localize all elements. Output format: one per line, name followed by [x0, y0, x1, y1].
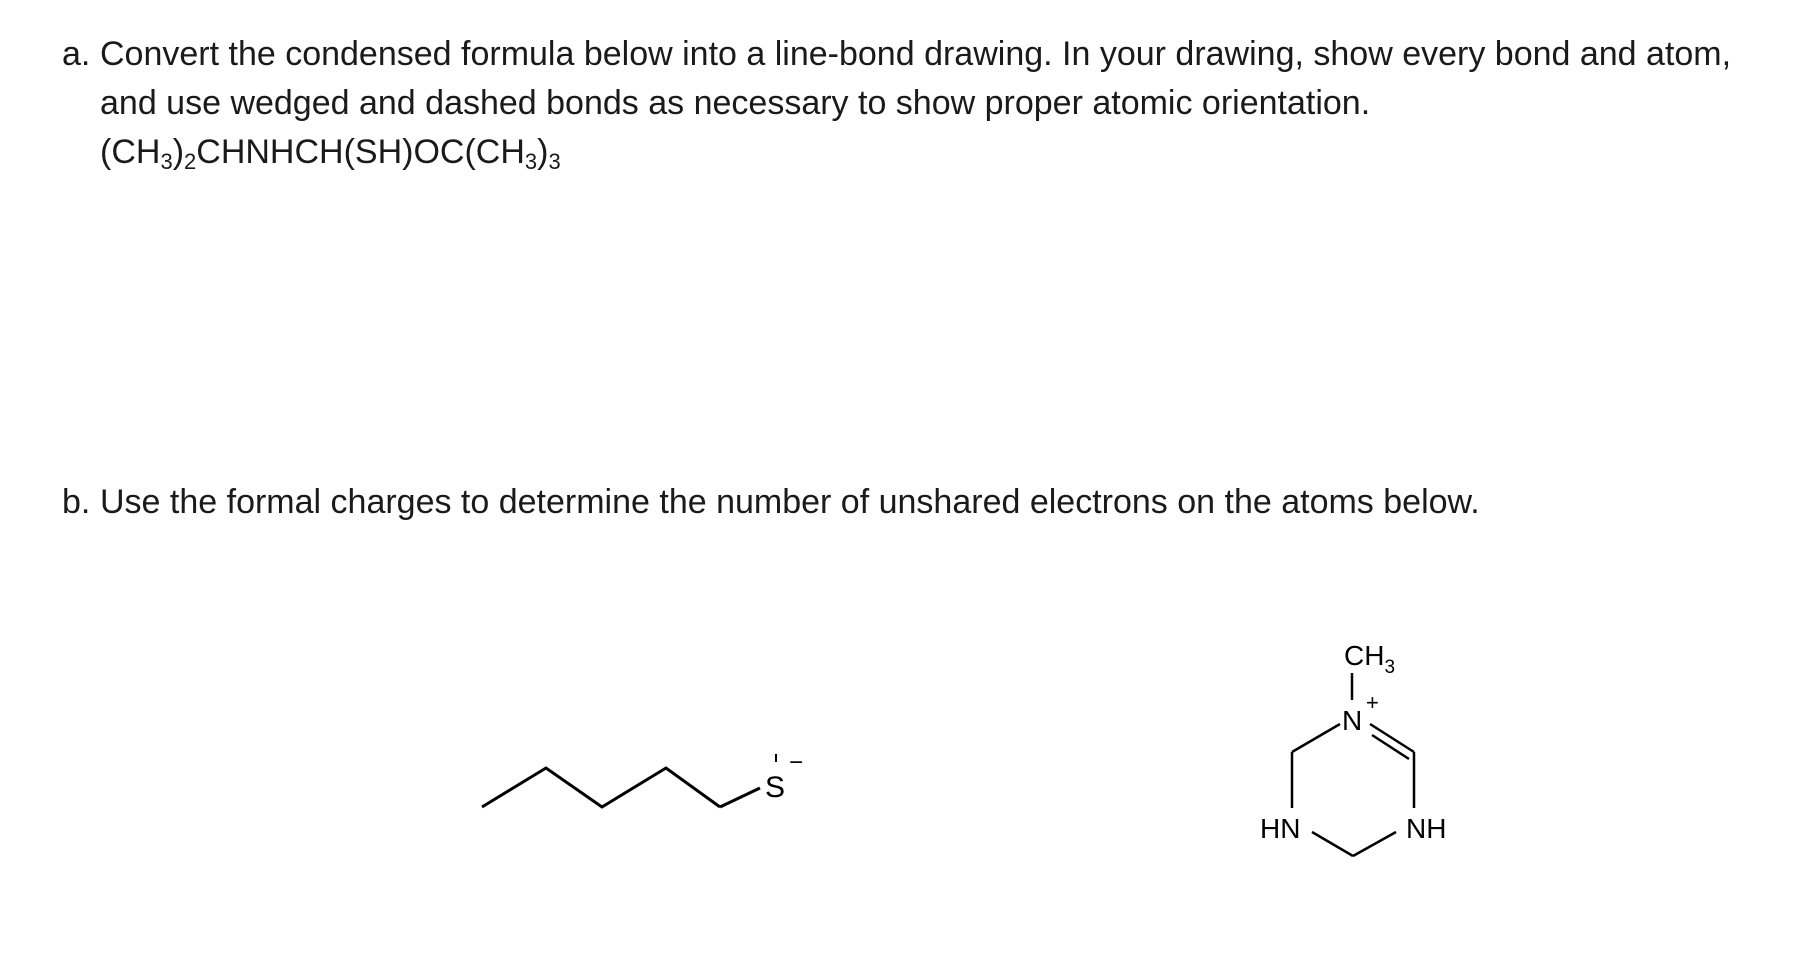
question-b-instruction: Use the formal charges to determine the number of unshared electrons on the atoms below.	[100, 483, 1480, 521]
question-a-instruction-2: and use wedged and dashed bonds as necessary to show proper atomic orientation.	[100, 84, 1371, 122]
carbon-chain-bonds	[482, 768, 720, 807]
question-b-marker: b.	[62, 483, 91, 521]
right-nh-label: NH	[1406, 813, 1447, 844]
question-a-instruction-1: Convert the condensed formula below into a line-bond drawing. In your drawing, show every bond and atom,	[100, 35, 1732, 73]
methyl-label: $CH_3$	[1344, 640, 1396, 678]
triazinium-structure	[1260, 640, 1446, 856]
ring-bond-n-to-left-carbon	[1292, 724, 1340, 752]
sulfur-negative-charge: −	[789, 749, 804, 776]
nitrogen-positive-charge: +	[1366, 690, 1379, 715]
ring-bond-left-nh-to-bottom-carbon	[1312, 832, 1353, 856]
ring-bond-bottom-carbon-to-right-nh	[1353, 832, 1396, 856]
nitrogen-atom-label: N	[1342, 705, 1363, 736]
chain-to-sulfur-bond	[720, 788, 760, 807]
left-nh-label: HN	[1260, 813, 1301, 844]
question-a-marker: a.	[62, 35, 91, 73]
thiolate-structure	[482, 749, 803, 807]
sulfur-atom-label: S	[765, 771, 786, 804]
ring-double-bond-inner-line	[1372, 735, 1409, 759]
condensed-formula: $(CH_3)_2CHNHCH(SH)OC(CH_3)_3$	[100, 133, 561, 174]
